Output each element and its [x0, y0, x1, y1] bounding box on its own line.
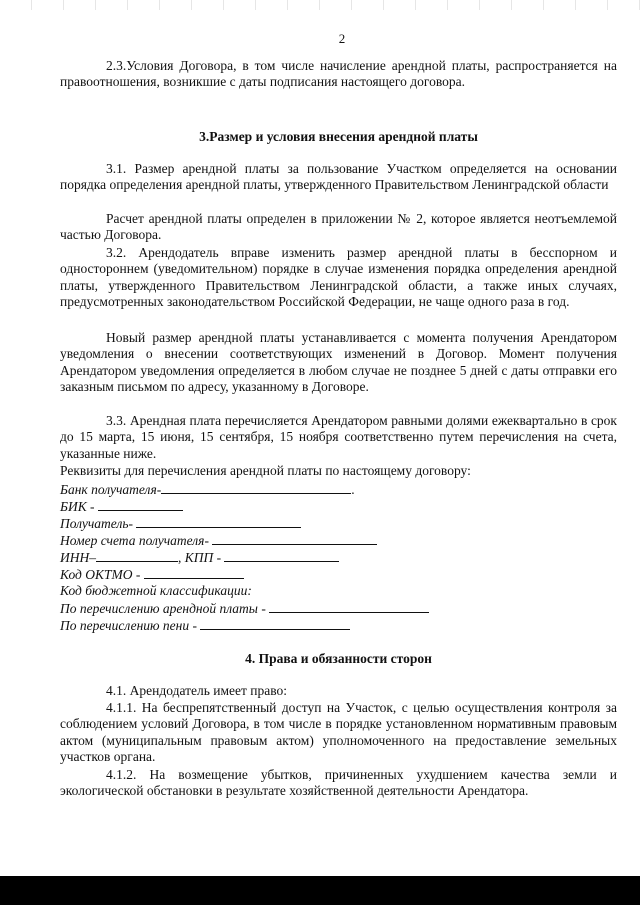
field-kbk-label: Код бюджетной классификации: [60, 583, 252, 598]
clause-3-3: 3.3. Арендная плата перечисляется Арендатором равными долями ежеквартально в срок до 15 марта, 15 июня, 15 сентября, 15 ноября соответственно путем перечисления на счета, указанные ниже. [60, 413, 617, 461]
field-kpp-line [224, 549, 339, 562]
field-recipient-label: Получатель- [60, 516, 137, 531]
clause-4-1: 4.1. Арендодатель имеет право: [106, 683, 288, 698]
field-inn-line [96, 549, 178, 562]
field-oktmo [60, 566, 244, 583]
clause-2-3: 2.3.Условия Договора, в том числе начисление арендной платы, распространяется на правоотношения, возникшие с даты подписания настоящего договора. [60, 58, 617, 90]
page-number: 2 [338, 31, 346, 46]
field-recipient-line [136, 515, 301, 528]
clause-4-1-1: 4.1.1. На беспрепятственный доступ на Участок, с целью осуществления контроля за соблюдением условий Договора, в том числе в порядке установленном нормативным правовым актом (муниципальным правовым актом) уполномоченного на предоставление земельных участков органа. [60, 700, 617, 765]
field-kbk [60, 583, 252, 599]
paragraph-rent-calculation: Расчет арендной платы определен в приложении № 2, которое является неотъемлемой частью Договора. [60, 211, 617, 243]
field-inn-kpp: ИНН– , КПП - [60, 549, 339, 566]
clause-4-1-2: 4.1.2. На возмещение убытков, причиненных ухудшением качества земли и экологической обстановки в результате хозяйственной деятельности Арендатора. [60, 767, 617, 799]
field-bank-label: Банк получателя- [60, 482, 162, 497]
clause-3-2: 3.2. Арендодатель вправе изменить размер арендной платы в бесспорном и одностороннем (уведомительном) порядке в случае изменения порядка определения арендной платы, утвержденного Правительством Ленинградской области, а также иных случаях, предусмотренных законодательством Российской Федерации, не чаще одного раза в год. [60, 245, 617, 310]
field-bank: Банк получателя- . [60, 482, 355, 497]
field-inn-label: ИНН– [60, 550, 96, 565]
field-bik [60, 498, 183, 515]
field-rent-kbk-line [269, 600, 429, 613]
section-4-heading: 4. Права и обязанности сторон [245, 651, 432, 666]
field-bik-label: БИК - [60, 499, 98, 514]
field-oktmo-line [144, 566, 244, 579]
paragraph-new-rent-size: Новый размер арендной платы устанавливается с момента получения Арендатором уведомления о внесении соответствующих изменений в Договор. Момент получения Арендатором уведомления определяется в любом случае не позднее 5 дней с даты отправки его заказным письмом по адресу, указанному в Договоре. [60, 330, 617, 395]
field-penalty-kbk [60, 617, 350, 634]
scan-top-edge [0, 0, 640, 10]
field-rent-kbk [60, 600, 429, 617]
field-rent-kbk-label: По перечислению арендной платы - [60, 601, 270, 616]
field-oktmo-label: Код ОКТМО - [60, 567, 144, 582]
requisites-intro: Реквизиты для перечисления арендной платы по настоящему договору: [60, 463, 471, 478]
clause-3-1: 3.1. Размер арендной платы за пользование Участком определяется на основании порядка определения арендной платы, утвержденного Правительством Ленинградской области [60, 161, 617, 193]
field-account [60, 532, 377, 549]
field-penalty-kbk-line [200, 617, 350, 630]
field-recipient [60, 515, 301, 532]
field-penalty-kbk-label: По перечислению пени - [60, 618, 201, 633]
field-account-label: Номер счета получателя- [60, 533, 213, 548]
field-kpp-label: КПП - [184, 550, 225, 565]
scan-bottom-edge [0, 876, 640, 905]
field-bik-line [98, 498, 183, 511]
field-bank-line [161, 481, 351, 494]
field-account-line [212, 532, 377, 545]
section-3-heading: 3.Размер и условия внесения арендной платы [199, 129, 478, 144]
